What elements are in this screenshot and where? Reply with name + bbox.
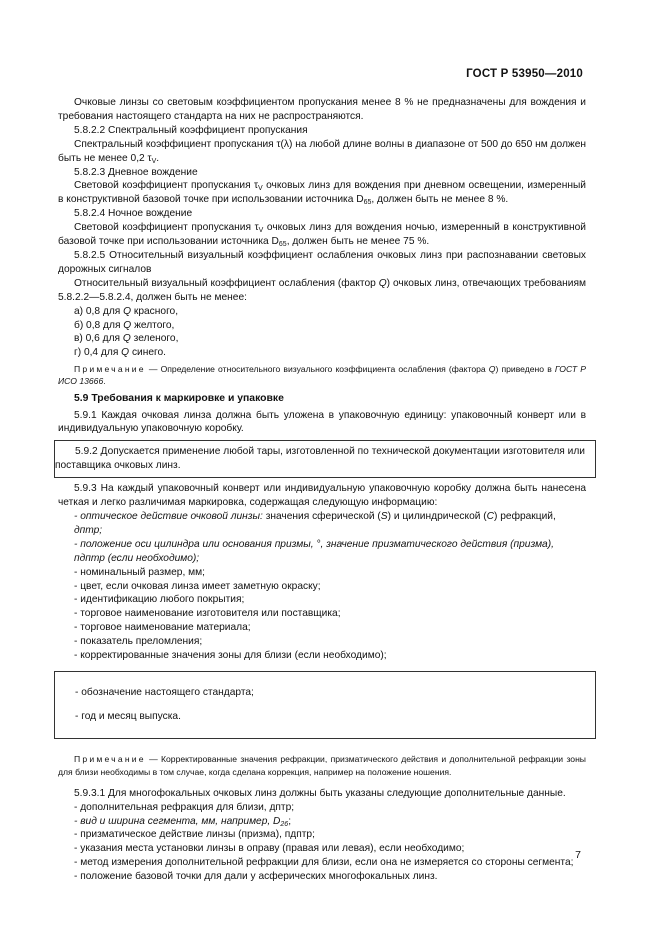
list-item: - призматическое действие линзы (призма), пдптр; <box>74 829 315 841</box>
standard-header: ГОСТ Р 53950—2010 <box>466 68 583 80</box>
list-item: - торговое наименование материала; <box>74 622 251 634</box>
section-5822-title: 5.8.2.2 Спектральный коэффициент пропускания <box>74 124 308 136</box>
section-5824-body: Световой коэффициент пропускания $\tau_V$ очковых линз для вождения ночью, измеренный в конструктивной базовой точке при использовании источника $D_{65}$, должен быть не менее 75 %. <box>58 222 586 249</box>
section-5825-body: Относительный визуальный коэффициент ослабления (фактор Q) очковых линз, отвечающих требованиям 5.8.2.2—5.8.2.4, должен быть не менее: <box>58 277 586 303</box>
list-item: - цвет, если очковая линза имеет заметную окраску; <box>74 580 321 592</box>
list-item: - корректированные значения зоны для близи (если необходимо); <box>74 650 387 662</box>
list-item: - метод измерения дополнительной рефракции для близи, если она не измеряется со стороны сегмента; <box>74 857 574 869</box>
list-item: а) 0,8 для Q красного, <box>74 305 179 317</box>
list-item: - положение оси цилиндра или основания призмы, °, значение призматического действия (призма), пдптр (если необходимо); <box>74 538 554 564</box>
list-item: г) 0,4 для Q синего. <box>74 347 167 359</box>
list-item: - дополнительная рефракция для близи, дптр; <box>74 801 295 813</box>
list-item: б) 0,8 для Q желтого, <box>74 319 175 331</box>
list-item: - показатель преломления; <box>74 636 203 648</box>
section-592: 5.9.2 Допускается применение любой тары, изготовленной по технической документации изготовителя или поставщика очковых линз. <box>55 446 585 472</box>
list-item: - номинальный размер, мм; <box>74 566 205 578</box>
section-5823-title: 5.8.2.3 Дневное вождение <box>74 166 198 178</box>
marking-list <box>58 510 586 663</box>
list-item: - оптическое действие очковой линзы: значения сферической (S) и цилиндрической (C) рефракций, дптр; <box>74 510 556 536</box>
list-item: - указания места установки линзы в оправу (правая или левая), если необходимо; <box>74 843 465 855</box>
page-number: 7 <box>575 849 581 861</box>
list-item: - положение базовой точки для дали у асферических многофокальных линз. <box>74 871 438 883</box>
note-2: Примечание — Корректированные значения рефракции, призматического действия и дополнительной рефракции зоны для близи необходимы в том случае, когда сделана коррекция, например на положение ношения. <box>58 754 586 777</box>
page-content <box>55 96 586 884</box>
list-item: в) 0,6 для Q зеленого, <box>74 333 179 345</box>
section-591: 5.9.1 Каждая очковая линза должна быть уложена в упаковочную единицу: упаковочный конверт или в индивидуальную упаковочную коробку. <box>58 409 586 435</box>
boxed-marking-items <box>54 671 596 739</box>
section-5825-title: 5.8.2.5 Относительный визуальный коэффициент ослабления очковых линз при распознавании световых дорожных сигналов <box>58 249 586 275</box>
section-59-heading: 5.9 Требования к маркировке и упаковке <box>74 392 284 404</box>
section-5823-body: Световой коэффициент пропускания $\tau_V$ очковых линз для вождения при дневном освещении, измеренный в конструктивной базовой точке при использовании источника $D_{65}$, должен быть не менее 8 %. <box>58 180 586 207</box>
q-factor-list <box>58 305 586 361</box>
section-5822-body: Спектральный коэффициент пропускания τ(λ) на любой длине волны в диапазоне от 500 до 650 нм должен быть не менее 0,2 $\tau_V$. <box>58 138 586 165</box>
boxed-section-592 <box>54 440 596 478</box>
multifocal-list <box>58 801 586 884</box>
section-5931-intro: 5.9.3.1 Для многофокальных очковых линз должны быть указаны следующие дополнительные данные. <box>74 787 566 799</box>
section-5824-title: 5.8.2.4 Ночное вождение <box>74 208 193 220</box>
list-item: - вид и ширина сегмента, мм, например, $D_{26}$; <box>74 815 292 828</box>
paragraph-intro: Очковые линзы со световым коэффициентом пропускания менее 8 % не предназначены для вождения и требования настоящего стандарта на них не распространяются. <box>58 97 586 122</box>
list-item: - год и месяц выпуска. <box>75 711 181 723</box>
section-593-intro: 5.9.3 На каждый упаковочный конверт или индивидуальную упаковочную коробку должна быть нанесена четкая и легко различимая маркировка, содержащая следующую информацию: <box>58 483 586 509</box>
list-item: - торговое наименование изготовителя или поставщика; <box>74 608 341 620</box>
list-item: - обозначение настоящего стандарта; <box>75 687 254 699</box>
list-item: - идентификацию любого покрытия; <box>74 594 245 606</box>
note-1: Примечание — Определение относительного визуального коэффициента ослабления (фактора Q) приведено в ГОСТ Р ИСО 13666. <box>58 364 586 387</box>
